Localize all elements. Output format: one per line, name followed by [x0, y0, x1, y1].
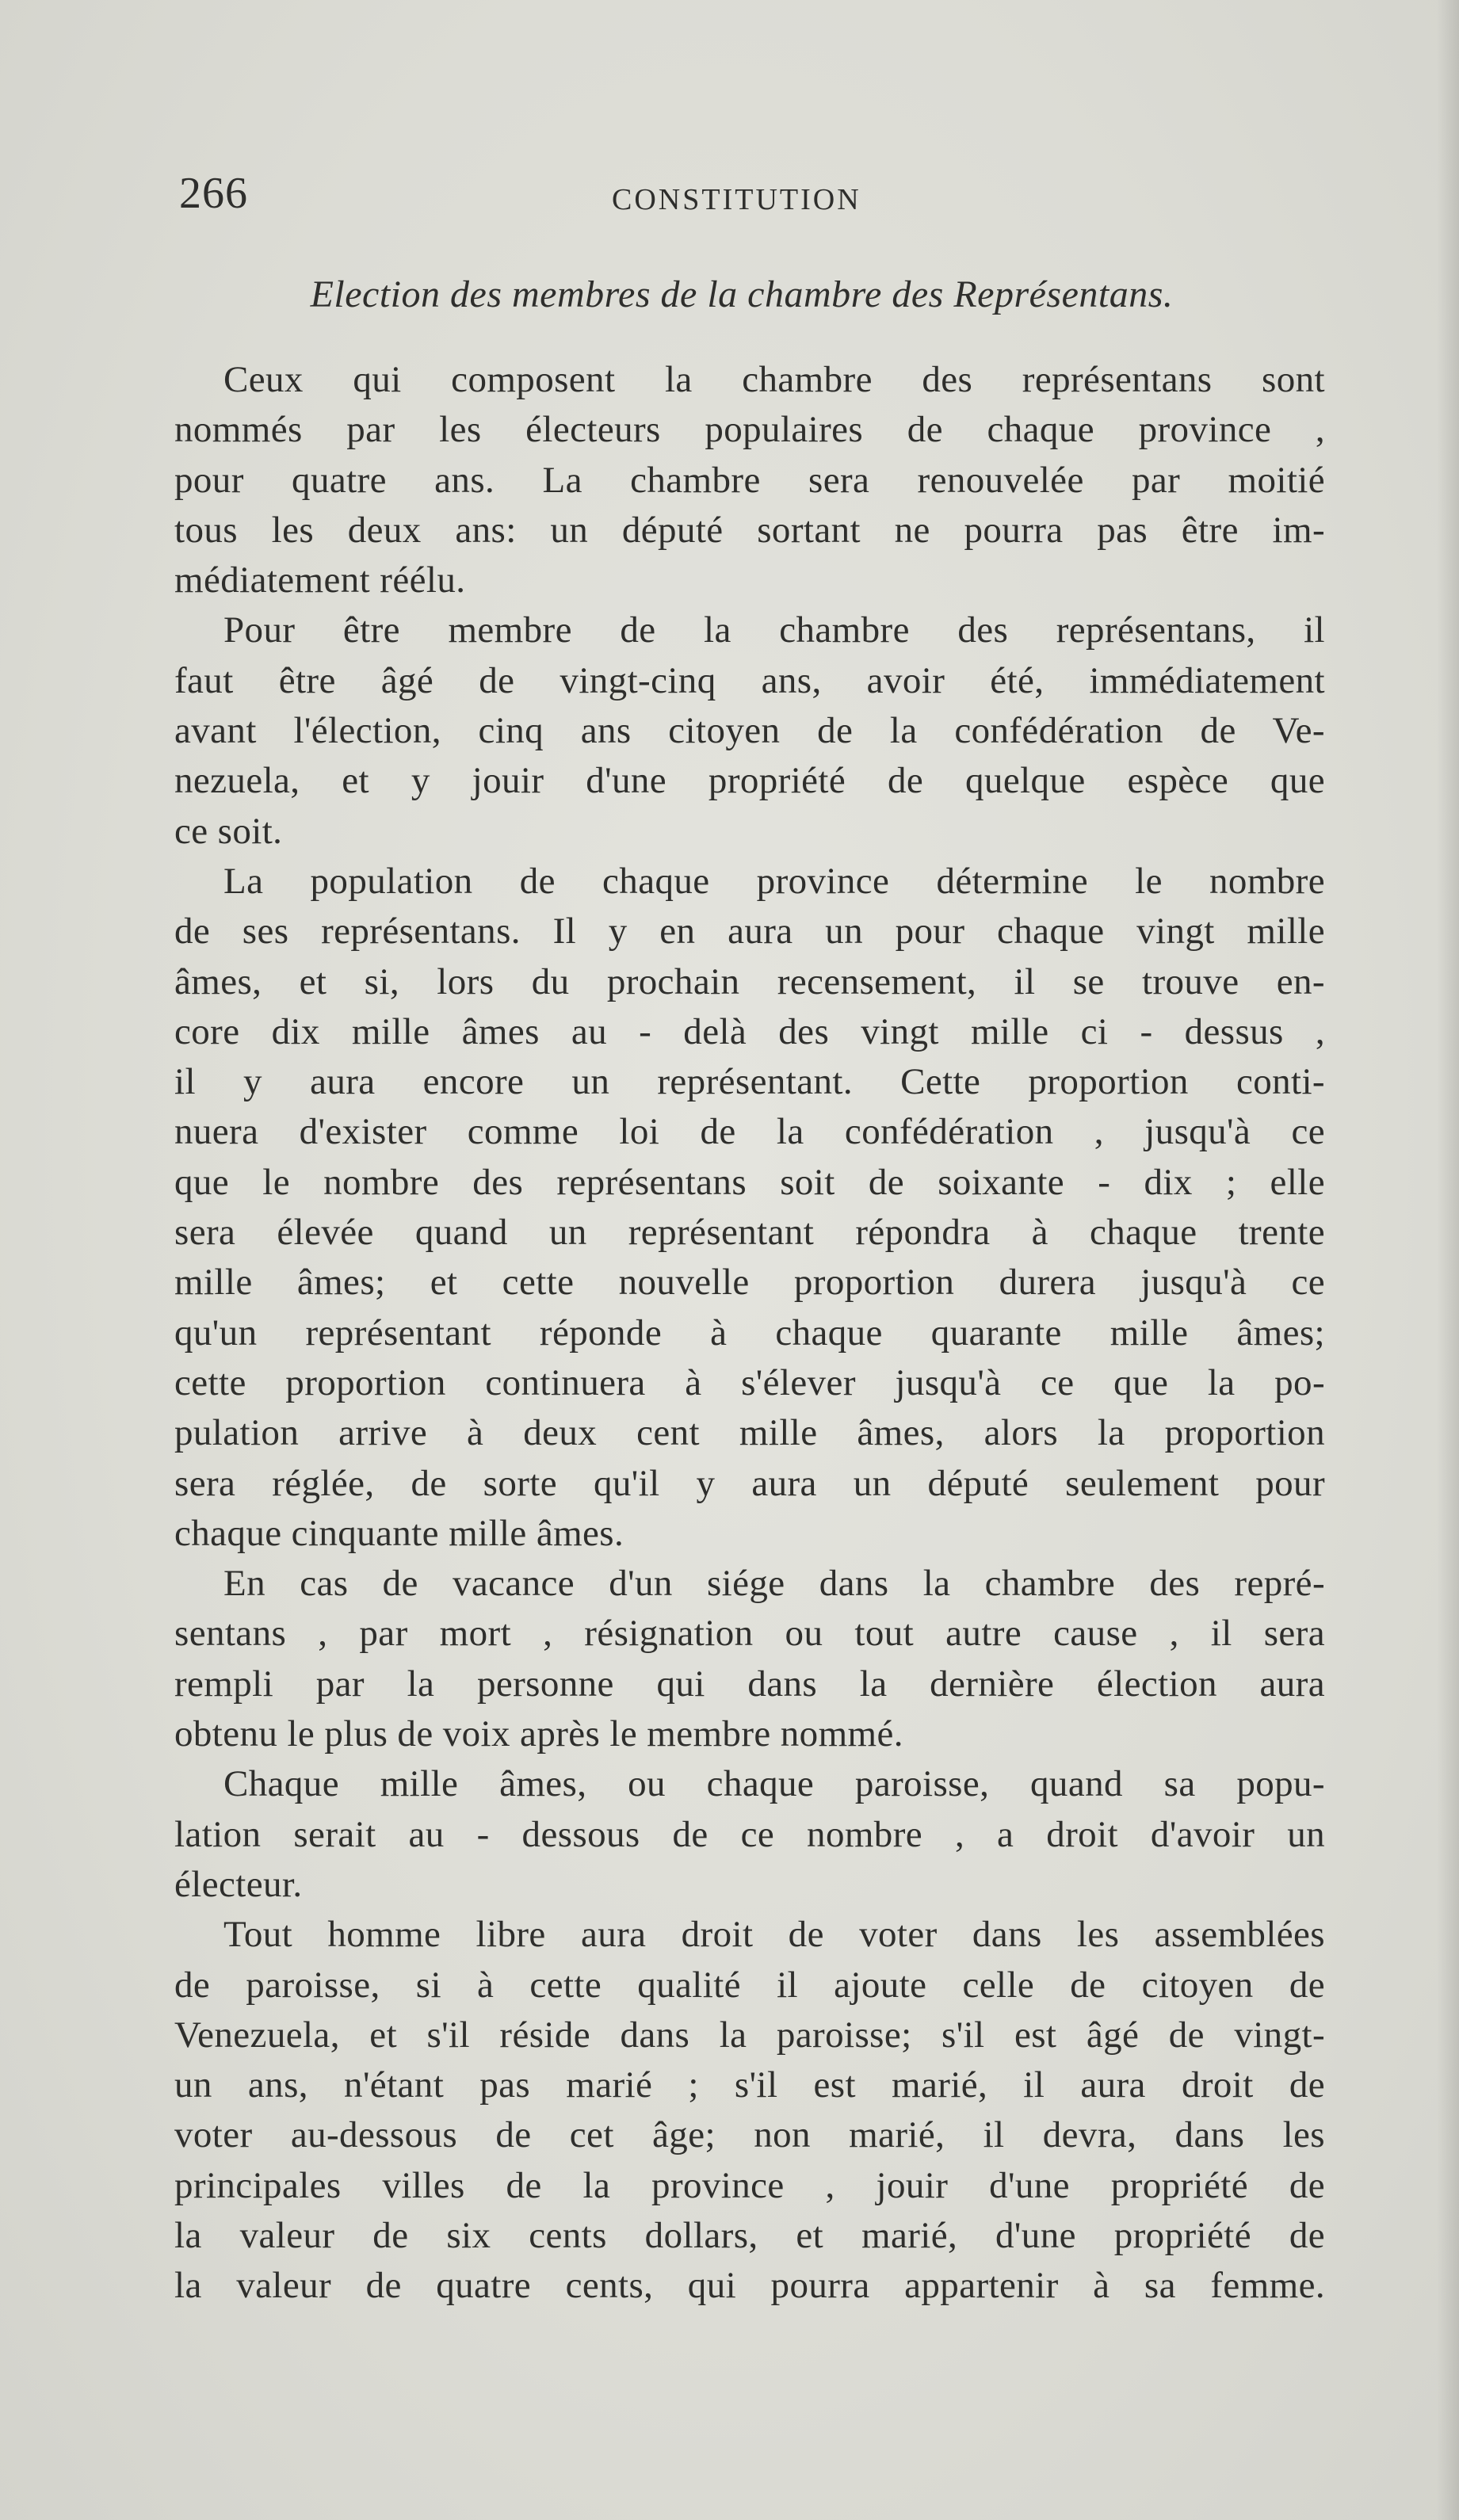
text-line: Ceux qui composent la chambre des représentans sont	[223, 359, 1325, 400]
text-line: mille âmes; et cette nouvelle proportion durera jusqu'à ce	[174, 1262, 1325, 1304]
text-line: la valeur de quatre cents, qui pourra appartenir à sa femme.	[174, 2265, 1325, 2307]
text-line: de ses représentans. Il y en aura un pour chaque vingt mille	[174, 911, 1325, 953]
text-line: sera élevée quand un représentant répondra à chaque trente	[174, 1212, 1325, 1254]
section-title: Election des membres de la chambre des Représentans.	[310, 273, 1174, 315]
text-line: rempli par la personne qui dans la dernière élection aura	[174, 1663, 1325, 1705]
text-line: core dix mille âmes au - delà des vingt mille ci - dessus ,	[174, 1010, 1325, 1052]
text-line: sentans , par mort , résignation ou tout autre cause , il sera	[174, 1613, 1325, 1655]
text-line: lation serait au - dessous de ce nombre , a droit d'avoir un	[174, 1813, 1325, 1855]
text-line: La population de chaque province détermine le nombre	[223, 860, 1325, 902]
text-line: tous les deux ans: un député sortant ne pourra pas être im-	[174, 509, 1325, 551]
page-edge-shadow	[1437, 0, 1459, 2520]
text-line: que le nombre des représentans soit de soixante - dix ; elle	[174, 1161, 1325, 1203]
text-line: il y aura encore un représentant. Cette proportion conti-	[174, 1061, 1325, 1103]
text-line: pulation arrive à deux cent mille âmes, alors la proportion	[174, 1412, 1325, 1454]
text-line: la valeur de six cents dollars, et marié, d'une propriété de	[174, 2214, 1325, 2256]
text-line: médiatement réélu.	[174, 559, 466, 601]
text-line: Pour être membre de la chambre des représentans, il	[223, 609, 1325, 651]
text-line: sera réglée, de sorte qu'il y aura un député seulement pour	[174, 1462, 1325, 1504]
text-line: âmes, et si, lors du prochain recensement, il se trouve en-	[174, 960, 1325, 1002]
text-line: qu'un représentant réponde à chaque quarante mille âmes;	[174, 1312, 1325, 1354]
text-line: électeur.	[174, 1863, 303, 1905]
text-line: pour quatre ans. La chambre sera renouvelée par moitié	[174, 459, 1325, 501]
text-line: Venezuela, et s'il réside dans la paroisse; s'il est âgé de vingt-	[174, 2014, 1325, 2056]
text-line: un ans, n'étant pas marié ; s'il est marié, il aura droit de	[174, 2064, 1325, 2106]
text-line: nommés par les électeurs populaires de chaque province ,	[174, 409, 1325, 451]
body-text	[174, 355, 1325, 2312]
text-line: ce soit.	[174, 810, 283, 852]
text-line: En cas de vacance d'un siége dans la chambre des repré-	[223, 1563, 1325, 1605]
text-line: voter au-dessous de cet âge; non marié, il devra, dans les	[174, 2114, 1325, 2156]
text-line: cette proportion continuera à s'élever jusqu'à ce que la po-	[174, 1361, 1325, 1403]
text-line: chaque cinquante mille âmes.	[174, 1512, 624, 1554]
page-header	[179, 168, 1304, 223]
text-line: de paroisse, si à cette qualité il ajoute celle de citoyen de	[174, 1964, 1325, 2006]
running-head: CONSTITUTION	[612, 183, 861, 216]
text-line: Chaque mille âmes, ou chaque paroisse, quand sa popu-	[223, 1763, 1325, 1805]
text-line: avant l'élection, cinq ans citoyen de la confédération de Ve-	[174, 710, 1325, 752]
text-line: faut être âgé de vingt-cinq ans, avoir été, immédiatement	[174, 659, 1325, 701]
page-number: 266	[179, 169, 248, 218]
text-line: obtenu le plus de voix après le membre nommé.	[174, 1713, 903, 1755]
text-line: principales villes de la province , jouir d'une propriété de	[174, 2164, 1325, 2206]
text-line: Tout homme libre aura droit de voter dans les assemblées	[223, 1914, 1325, 1956]
text-line: nezuela, et y jouir d'une propriété de quelque espèce que	[174, 760, 1325, 802]
text-line: nuera d'exister comme loi de la confédération , jusqu'à ce	[174, 1111, 1325, 1153]
